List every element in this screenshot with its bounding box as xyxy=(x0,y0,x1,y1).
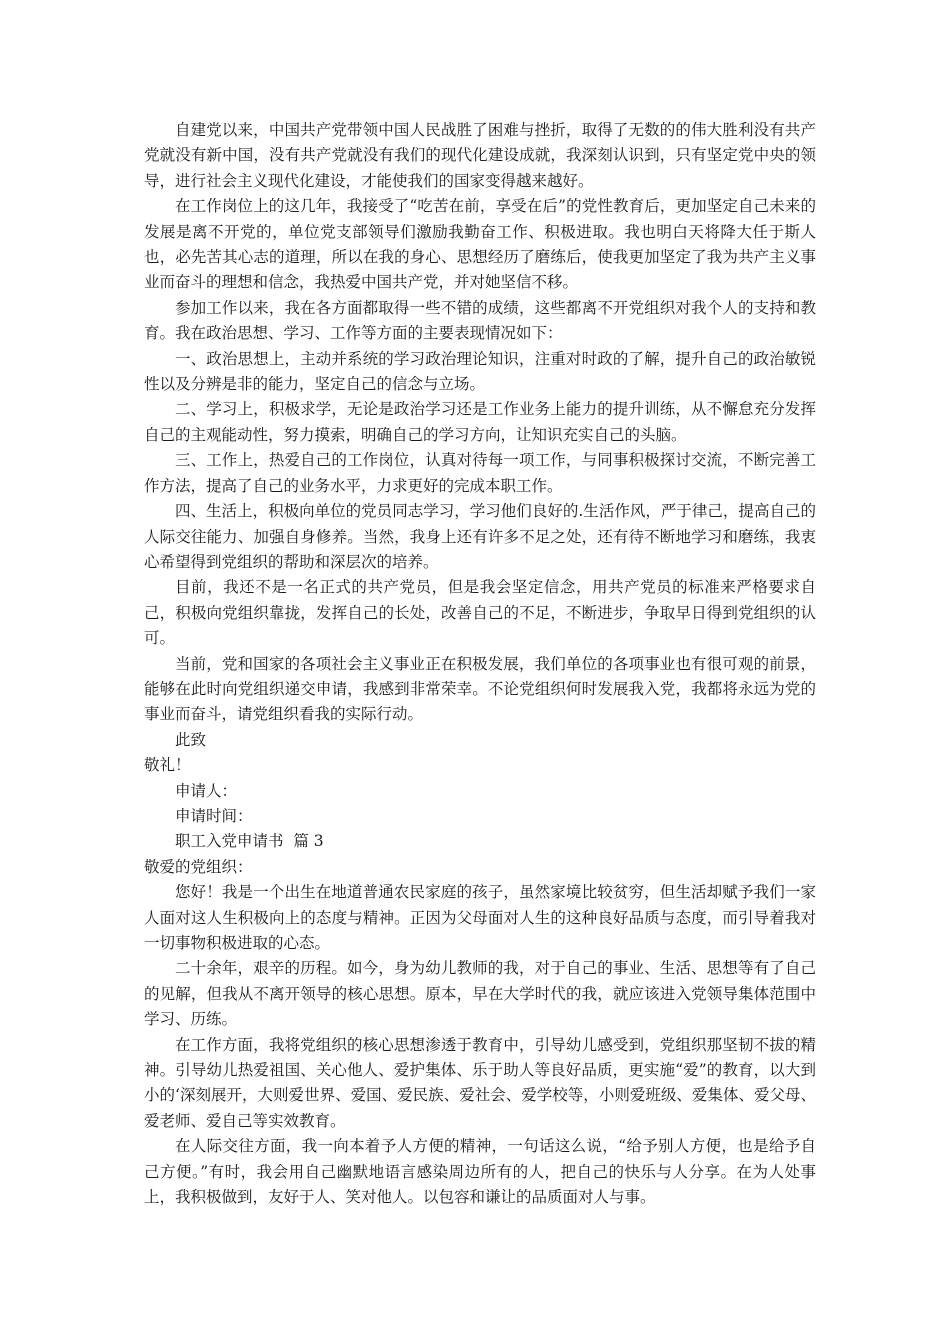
paragraph: 目前，我还不是一名正式的共产党员，但是我会坚定信念，用共产党员的标准来严格要求自己，积极向党组织靠拢，发挥自己的长处，改善自己的不足，不断进步，争取早日得到党组织的认可。 xyxy=(144,578,816,648)
paragraph: 在工作岗位上的这几年，我接受了“吃苦在前，享受在后”的党性教育后，更加坚定自己未来的发展是离不开党的，单位党支部领导们激励我勤奋工作、积极进取。我也明白天将降大任于斯人也，必先苦其心志的道理，所以在我的身心、思想经历了磨练后，使我更加坚定了我为共产主义事业而奋斗的理想和信念，我热爱中国共产党，并对她坚信不移。 xyxy=(144,197,816,292)
paragraph: 当前，党和国家的各项社会主义事业正在积极发展，我们单位的各项事业也有很可观的前景，能够在此时向党组织递交申请，我感到非常荣幸。不论党组织何时发展我入党，我都将永远为党的事业而奋斗，请党组织看我的实际行动。 xyxy=(144,654,816,724)
document-body xyxy=(144,118,816,1210)
paragraph: 您好！我是一个出生在地道普通农民家庭的孩子，虽然家境比较贫穷，但生活却赋予我们一家人面对这人生积极向上的态度与精神。正因为父母面对人生的这种良好品质与态度，而引导着我对一切事物积极进取的心态。 xyxy=(144,883,816,952)
salutation: 敬爱的党组织： xyxy=(144,857,253,876)
paragraph: 三、工作上，热爱自己的工作岗位，认真对待每一项工作，与同事积极探讨交流，不断完善工作方法，提高了自己的业务水平，力求更好的完成本职工作。 xyxy=(144,451,816,495)
paragraph: 二、学习上，积极求学，无论是政治学习还是工作业务上能力的提升训练，从不懈怠充分发挥自己的主观能动性，努力摸索，明确自己的学习方向，让知识充实自己的头脑。 xyxy=(144,400,816,444)
paragraph: 在人际交往方面，我一向本着予人方便的精神，一句话这么说，“给予别人方便，也是给予自己方便。”有时，我会用自己幽默地语言感染周边所有的人，把自己的快乐与人分享。在为人处事上，我积极做到，友好于人、笑对他人。以包容和谦让的品质面对人与事。 xyxy=(144,1137,816,1207)
paragraph: 在工作方面，我将党组织的核心思想渗透于教育中，引导幼儿感受到，党组织那坚韧不拔的精神。引导幼儿热爱祖国、关心他人、爱护集体、乐于助人等良好品质，更实施“爱”的教育，以大到小的‘深刻展开，大则爱世界、爱国、爱民族、爱社会、爱学校等，小则爱班级、爱集体、爱父母、爱老师、爱自己等实效教育。 xyxy=(144,1035,816,1130)
paragraph: 四、生活上，积极向单位的党员同志学习，学习他们良好的.生活作风，严于律己，提高自己的人际交往能力、加强自身修养。当然，我身上还有许多不足之处，还有待不断地学习和磨练，我衷心希望得到党组织的帮助和深层次的培养。 xyxy=(144,502,816,571)
closing-jingli: 敬礼！ xyxy=(144,756,191,775)
paragraph: 一、政治思想上，主动并系统的学习政治理论知识，注重对时政的了解，提升自己的政治敏锐性以及分辨是非的能力，坚定自己的信念与立场。 xyxy=(144,349,816,394)
closing-cizhi: 此致 xyxy=(175,730,207,749)
applicant-label: 申请人： xyxy=(175,781,238,800)
paragraph: 参加工作以来，我在各方面都取得一些不错的成绩，这些都离不开党组织对我个人的支持和教育。我在政治思想、学习、工作等方面的主要表现情况如下： xyxy=(144,298,816,343)
paragraph: 自建党以来，中国共产党带领中国人民战胜了困难与挫折，取得了无数的的伟大胜利没有共产党就没有新中国，没有共产党就没有我们的现代化建设成就，我深刻认识到，只有坚定党中央的领导，进行社会主义现代化建设，才能使我们的国家变得越来越好。 xyxy=(144,121,816,190)
section-title: 职工入党申请书 篇 3 xyxy=(175,832,324,851)
paragraph: 二十余年，艰辛的历程。如今，身为幼儿教师的我，对于自己的事业、生活、思想等有了自己的见解，但我从不离开领导的核心思想。原本，早在大学时代的我，就应该进入党领导集体范围中学习、历练。 xyxy=(144,959,816,1029)
date-label: 申请时间： xyxy=(175,806,253,825)
